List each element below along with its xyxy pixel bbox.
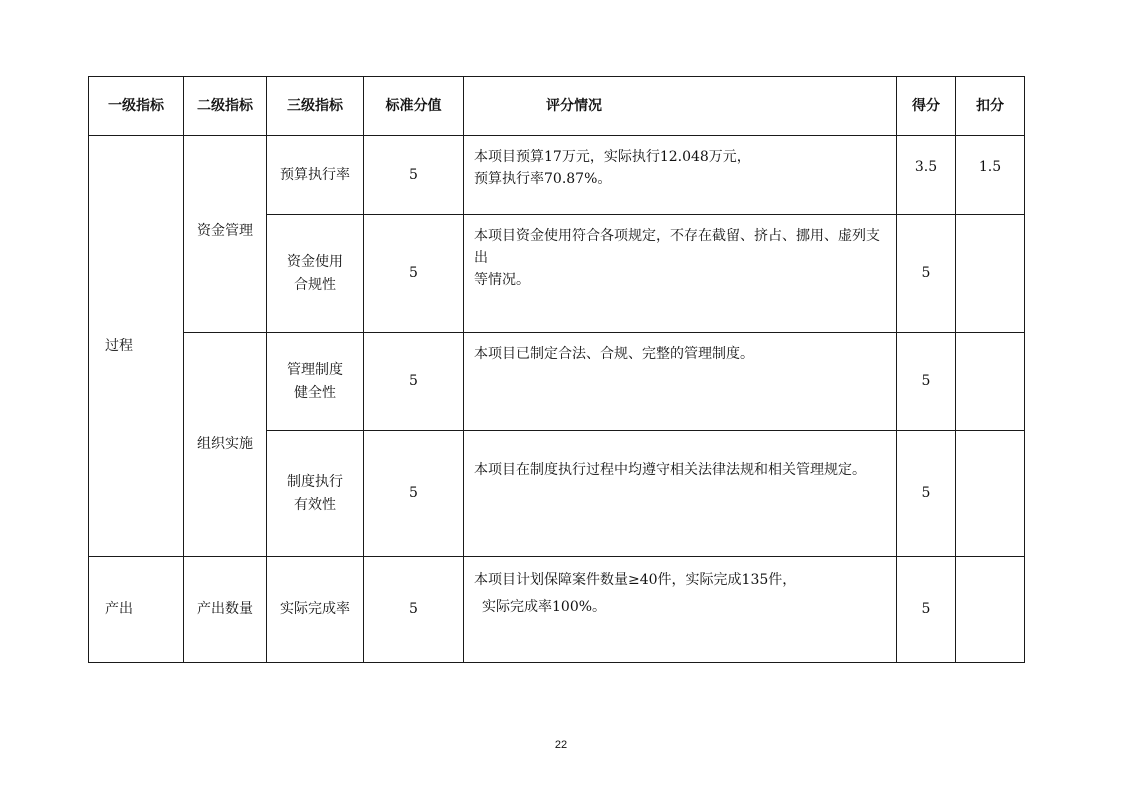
evaluation-line: 本项目计划保障案件数量≥40件，实际完成135件，: [474, 572, 797, 588]
deduction-value: [956, 431, 1025, 557]
evaluation-line: 本项目预算17万元，实际执行12.048万元，: [474, 149, 751, 165]
evaluation-line: 本项目资金使用符合各项规定，不存在截留、挤占、挪用、虚列支 出: [474, 228, 880, 266]
standard-value: 5: [364, 557, 464, 663]
level3-cell: [267, 333, 364, 431]
page-number: 22: [554, 739, 568, 751]
header-level3: 三级指标: [267, 77, 364, 136]
level3-cell: [267, 136, 364, 215]
level2-fund-management: 资金管理: [184, 136, 267, 333]
evaluation-cell: [464, 215, 897, 333]
header-score: 得分: [897, 77, 956, 136]
indicator-line: 实际完成率: [280, 601, 350, 617]
indicator-line: 管理制度: [287, 361, 343, 378]
indicator-line: 资金使用: [287, 253, 343, 270]
score-value: 5: [897, 557, 956, 663]
evaluation-line: 本项目在制度执行过程中均遵守相关法律法规和相关管理规定。: [474, 462, 866, 478]
header-standard: 标准分值: [364, 77, 464, 136]
header-evaluation: 评分情况: [464, 77, 897, 136]
table-row: [89, 136, 1025, 215]
level1-output: 产出: [89, 557, 184, 663]
indicator-line: 有效性: [294, 496, 336, 513]
performance-evaluation-table: [88, 76, 1025, 663]
standard-value: 5: [364, 215, 464, 333]
evaluation-line: 本项目已制定合法、合规、完整的管理制度。: [474, 346, 754, 362]
indicator-line: 制度执行: [287, 473, 343, 490]
deduction-value: [956, 215, 1025, 333]
level2-output-quantity: 产出数量: [184, 557, 267, 663]
standard-value: 5: [364, 136, 464, 215]
level3-cell: [267, 215, 364, 333]
evaluation-cell: [464, 333, 897, 431]
score-value: 3.5: [897, 136, 956, 215]
level1-process: 过程: [89, 136, 184, 557]
score-value: 5: [897, 215, 956, 333]
evaluation-line: 预算执行率70.87%。: [474, 171, 612, 187]
evaluation-line: 等情况。: [474, 272, 530, 288]
table-row: [89, 333, 1025, 431]
table-row: [89, 557, 1025, 663]
score-value: 5: [897, 333, 956, 431]
evaluation-cell: [464, 136, 897, 215]
evaluation-cell: [464, 431, 897, 557]
header-level1: 一级指标: [89, 77, 184, 136]
evaluation-cell: [464, 557, 897, 663]
level2-org-implementation: 组织实施: [184, 333, 267, 557]
header-level2: 二级指标: [184, 77, 267, 136]
standard-value: 5: [364, 431, 464, 557]
level3-cell: [267, 557, 364, 663]
deduction-value: [956, 557, 1025, 663]
header-row: [89, 77, 1025, 136]
deduction-value: [956, 333, 1025, 431]
indicator-line: 健全性: [294, 384, 336, 401]
standard-value: 5: [364, 333, 464, 431]
indicator-line: 预算执行率: [280, 166, 350, 183]
indicator-line: 合规性: [294, 276, 336, 293]
score-value: 5: [897, 431, 956, 557]
header-deduction: 扣分: [956, 77, 1025, 136]
level3-cell: [267, 431, 364, 557]
deduction-value: 1.5: [956, 136, 1025, 215]
evaluation-line: 实际完成率100%。: [482, 599, 607, 615]
